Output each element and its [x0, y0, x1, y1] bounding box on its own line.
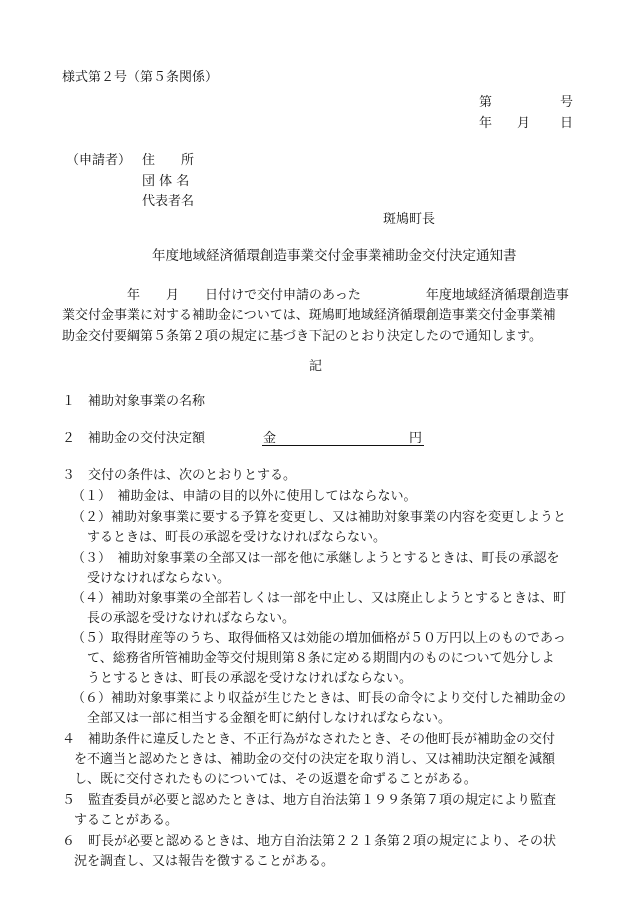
body-line: 助金交付要綱第５条第２項の規定に基づき下記のとおり決定したので通知します。 — [62, 329, 542, 344]
body-line: 業交付金事業に対する補助金については、斑鳩町地域経済循環創造事業交付金事業補 — [62, 308, 556, 323]
item-2-kin: 金 — [263, 431, 277, 446]
condition-3-line: （３） 補助対象事業の全部又は一部を他に承継しようとするときは、町長の承認を — [72, 551, 560, 566]
group-name-label: 団 体 名 — [142, 174, 190, 189]
item-3: ３ 交付の条件は、次のとおりとする。 — [62, 468, 297, 483]
item-4-line: し、既に交付されたものについては、その返還を命ずることがある。 — [74, 772, 477, 787]
doc-number-go: 号 — [560, 95, 574, 110]
body-line: 年 月 日付けで交付申請のあった 年度地域経済循環創造事 — [62, 288, 569, 303]
condition-5-line: て、総務省所管補助金等交付規則第８条に定める期間内のものについて処分しよ — [87, 651, 555, 666]
condition-4-line: （４）補助対象事業の全部若しくは一部を中止し、又は廃止しようとするときは、町 — [72, 591, 567, 606]
issuer: 斑鳩町長 — [383, 212, 436, 227]
item-5-line: ５ 監査委員が必要と認めたときは、地方自治法第１９９条第７項の規定により監査 — [62, 793, 557, 808]
amount-blank-underline — [262, 445, 424, 446]
condition-2-line: （２）補助対象事業に要する予算を変更し、又は補助対象事業の内容を変更しようと — [72, 510, 567, 525]
condition-6-line: （６）補助対象事業により収益が生じたときは、町長の命令により交付した補助金の — [72, 691, 567, 706]
condition-6-line: 全部又は一部に相当する金額を町に納付しなければならない。 — [87, 711, 452, 726]
item-4-line: を不適当と認めたときは、補助金の交付の決定を取り消し、又は補助決定額を減額 — [74, 752, 556, 767]
condition-2-line: するときは、町長の承認を受けなければならない。 — [87, 530, 387, 545]
condition-5-line: うとするときは、町長の承認を受けなければならない。 — [87, 671, 413, 686]
item-2-yen: 円 — [409, 431, 423, 446]
item-6-line: 況を調査し、又は報告を徴することがある。 — [74, 854, 335, 869]
item-5-line: することがある。 — [74, 813, 179, 828]
document-title: 年度地域経済循環創造事業交付金事業補助金交付決定通知書 — [152, 248, 517, 264]
applicant-label: （申請者） — [66, 153, 132, 168]
item-4-line: ４ 補助条件に違反したとき、不正行為がなされたとき、その他町長が補助金の交付 — [62, 732, 555, 747]
doc-number-dai: 第 — [479, 95, 493, 110]
condition-4-line: 長の承認を受けなければならない。 — [87, 611, 296, 626]
form-label: 様式第２号（第５条関係） — [62, 70, 219, 85]
condition-5-line: （５）取得財産等のうち、取得価格又は効能の増加価格が５０万円以上のものであっ — [72, 631, 566, 646]
item-1: １ 補助対象事業の名称 — [62, 394, 206, 409]
condition-3-line: 受けなければならない。 — [87, 571, 231, 586]
item-2-label: ２ 補助金の交付決定額 — [62, 431, 206, 446]
date-day: 日 — [560, 116, 574, 131]
ki-heading: 記 — [309, 359, 323, 374]
date-year: 年 — [479, 116, 493, 131]
address-label: 住 所 — [142, 153, 195, 168]
date-month: 月 — [517, 116, 531, 131]
condition-1-line: （１） 補助金は、申請の目的以外に使用してはならない。 — [72, 489, 417, 504]
representative-label: 代表者名 — [142, 194, 195, 209]
item-6-line: ６ 町長が必要と認めるときは、地方自治法第２２１条第２項の規定により、その状 — [62, 834, 557, 849]
